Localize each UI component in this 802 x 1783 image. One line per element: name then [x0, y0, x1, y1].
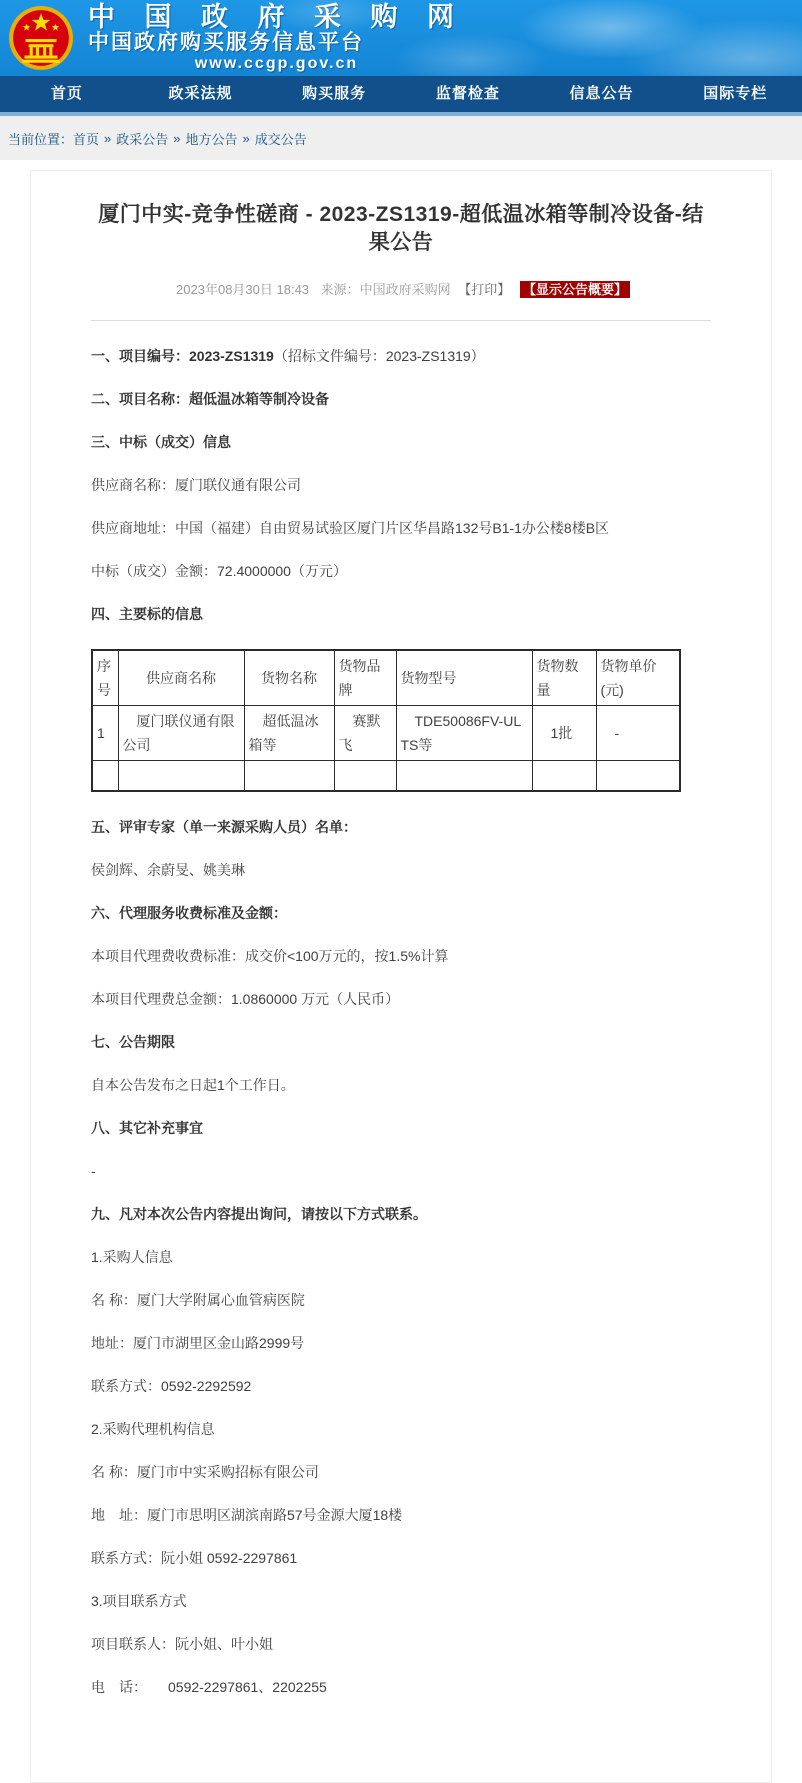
agency-phone: 联系方式：阮小姐 0592-2297861 [91, 1549, 298, 1566]
site-url: www.ccgp.gov.cn [194, 54, 359, 72]
agency-name: 名 称：厦门市中实采购招标有限公司 [91, 1463, 319, 1480]
nav-item-regulations[interactable]: 政采法规 [168, 85, 233, 102]
section-contact: 九、凡对本次公告内容提出询问，请按以下方式联系。 [91, 1205, 427, 1222]
china-national-emblem-icon [8, 5, 74, 71]
col-seq: 序号 [92, 650, 118, 706]
purchaser-info-label: 1.采购人信息 [91, 1248, 173, 1265]
show-summary-button[interactable]: 【显示公告概要】 [520, 281, 630, 298]
cell-empty [92, 761, 118, 791]
project-contact-label: 3.项目联系方式 [91, 1592, 187, 1609]
agency-fee-total: 本项目代理费总金额：1.0860000 万元（人民币） [91, 990, 400, 1007]
agency-info-label: 2.采购代理机构信息 [91, 1420, 215, 1437]
col-unit-price: 货物单价(元) [596, 650, 680, 706]
section-project-name: 二、项目名称：超低温冰箱等制冷设备 [91, 391, 329, 407]
supplier-name: 供应商名称：厦门联仪通有限公司 [91, 477, 301, 493]
notice-period-text: 自本公告发布之日起1个工作日。 [91, 1076, 295, 1093]
purchaser-address: 地址：厦门市湖里区金山路2999号 [91, 1334, 305, 1351]
breadcrumb-separator: » [242, 130, 250, 146]
project-contacts: 项目联系人：阮小姐、叶小姐 [91, 1635, 273, 1652]
cell-seq: 1 [92, 706, 118, 761]
site-header [0, 0, 802, 76]
purchaser-phone: 联系方式：0592-2292592 [91, 1377, 252, 1394]
breadcrumb-local[interactable]: 地方公告 [185, 131, 238, 147]
title-divider [91, 320, 711, 321]
cell-empty [244, 761, 334, 791]
goods-table-empty-row [92, 761, 680, 791]
purchaser-name: 名 称：厦门大学附属心血管病医院 [91, 1291, 305, 1308]
project-number-note: （招标文件编号：2023-ZS1319） [273, 348, 485, 364]
nav-item-international[interactable]: 国际专栏 [703, 85, 768, 102]
experts-names: 侯剑辉、余蔚旻、姚美琳 [91, 861, 245, 878]
cell-quantity: 1批 [532, 706, 596, 761]
cell-empty [118, 761, 244, 791]
site-logo-link[interactable] [0, 0, 802, 76]
site-title: 中 国 政 府 采 购 网 [88, 1, 466, 32]
article-source: 来源：中国政府采购网 [320, 282, 451, 297]
cell-empty [532, 761, 596, 791]
nav-item-purchase[interactable]: 购买服务 [302, 85, 367, 102]
print-button[interactable]: 【打印】 [458, 282, 511, 297]
section-main-subject: 四、主要标的信息 [91, 606, 203, 622]
breadcrumb-label: 当前位置： [8, 131, 74, 147]
breadcrumb-separator: » [173, 130, 181, 146]
nav-item-announcements[interactable]: 信息公告 [569, 85, 634, 102]
section-project-number [91, 348, 711, 364]
col-brand: 货物品牌 [334, 650, 396, 706]
cell-supplier: 厦门联仪通有限公司 [118, 706, 244, 761]
content-panel [30, 170, 772, 1783]
nav-item-supervision[interactable]: 监督检查 [435, 85, 500, 102]
site-subtitle: 中国政府购买服务信息平台 [88, 30, 364, 54]
goods-table-row [92, 706, 680, 761]
goods-table-header-row [92, 650, 680, 706]
breadcrumb-home[interactable]: 首页 [73, 131, 100, 147]
section-agency-fee: 六、代理服务收费标准及金额： [91, 904, 287, 921]
breadcrumb [0, 116, 802, 160]
breadcrumb-award[interactable]: 成交公告 [254, 131, 307, 147]
section-award-info: 三、中标（成交）信息 [91, 434, 231, 450]
cell-model: TDE50086FV-ULTS等 [396, 706, 532, 761]
main-nav [0, 76, 802, 112]
col-quantity: 货物数量 [532, 650, 596, 706]
agency-fee-standard: 本项目代理费收费标准：成交价<100万元的，按1.5%计算 [91, 947, 449, 964]
agency-address: 地 址：厦门市思明区湖滨南路57号金源大厦18楼 [91, 1506, 403, 1523]
other-matters-text: - [91, 1162, 96, 1179]
col-supplier: 供应商名称 [118, 650, 244, 706]
col-goods-name: 货物名称 [244, 650, 334, 706]
logo-text-block [88, 1, 466, 73]
section-experts: 五、评审专家（单一来源采购人员）名单： [91, 818, 357, 835]
project-phone: 电 话： 0592-2297861、2202255 [91, 1678, 327, 1695]
nav-item-home[interactable]: 首页 [50, 85, 83, 102]
publish-datetime: 2023年08月30日 18:43 [176, 282, 310, 297]
page-title: 厦门中实-竞争性磋商 - 2023-ZS1319-超低温冰箱等制冷设备-结果公告 [98, 203, 704, 254]
section-other-matters: 八、其它补充事宜 [91, 1119, 203, 1136]
supplier-address: 供应商地址：中国（福建）自由贸易试验区厦门片区华昌路132号B1-1办公楼8楼B区 [91, 520, 610, 536]
goods-table [91, 649, 681, 792]
cell-empty [334, 761, 396, 791]
cell-brand: 赛默飞 [334, 706, 396, 761]
breadcrumb-procurement[interactable]: 政采公告 [116, 131, 169, 147]
cell-unit-price: - [596, 706, 680, 761]
article-body [91, 348, 711, 1695]
award-amount: 中标（成交）金额：72.4000000（万元） [91, 563, 347, 579]
article-meta [91, 279, 711, 298]
cell-empty [596, 761, 680, 791]
section-notice-period: 七、公告期限 [91, 1033, 175, 1050]
col-model: 货物型号 [396, 650, 532, 706]
cell-goods-name: 超低温冰箱等 [244, 706, 334, 761]
project-number-bold: 一、项目编号：2023-ZS1319 [91, 348, 274, 364]
breadcrumb-separator: » [104, 130, 112, 146]
cell-empty [396, 761, 532, 791]
